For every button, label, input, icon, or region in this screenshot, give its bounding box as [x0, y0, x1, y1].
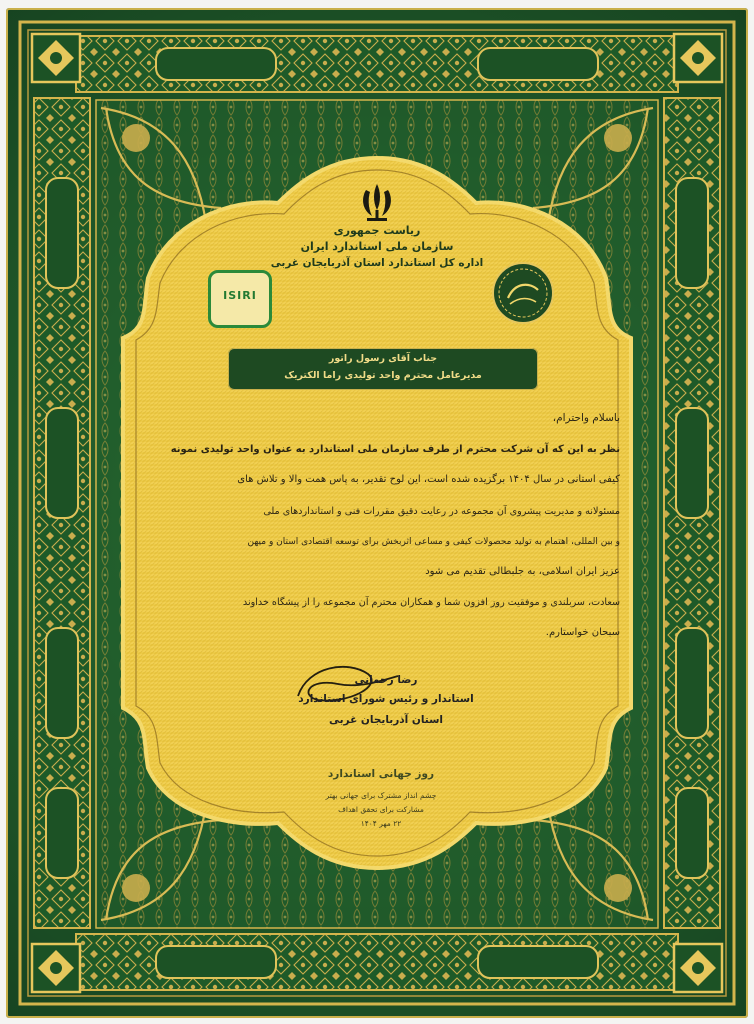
handwritten-signature [288, 656, 408, 716]
greeting: باسلام واحترام، [552, 412, 620, 424]
footer-date: ۲۲ مهر ۱۴۰۴ [360, 819, 402, 828]
body-line-2: کیفی استانی در سال ۱۴۰۴ برگزیده شده است، این لوح تقدیر، به پاس همت والا و تلاش های [237, 474, 620, 485]
footer-line-3: مشارکت برای تحقق اهداف [338, 805, 424, 814]
signer-title: استاندار و رئیس شورای استاندارد [298, 693, 474, 705]
signer-province: استان آذربایجان غربی [328, 714, 444, 726]
header-line-2: سازمان ملی استاندارد ایران [300, 240, 454, 253]
body-line-3: مسئولانه و مدیریت پیشروی آن مجموعه در رعایت دقیق مقررات فنی و استانداردهای ملی [263, 506, 620, 517]
certificate-plaque [6, 8, 748, 1018]
body-line-6: سعادت، سربلندی و موفقیت روز افزون شما و همکاران محترم آن مجموعه را از پیشگاه خداوند [242, 597, 620, 608]
body-line-7: سبحان خواستارم. [545, 627, 620, 638]
body-line-1: نظر به این که آن شرکت محترم از طرف سازمان ملی استاندارد به عنوان واحد تولیدی نمونه [170, 444, 620, 455]
iran-emblem-icon [358, 180, 396, 224]
recipient-title: مدیرعامل محترم واحد تولیدی راما الکتریک [284, 370, 482, 381]
header-line-3: اداره کل استاندارد استان آذربایجان غربی [270, 257, 484, 269]
signer-name: رضا رحمانی [354, 674, 418, 686]
standard-logo-icon [208, 270, 272, 328]
body-line-4: و بین المللی، اهتمام به تولید محصولات کیفی و مساعی اثربخش برای توسعه اقتصادی استان و میهن [247, 537, 620, 547]
recipient-name: جناب آقای رسول راتور [328, 353, 438, 364]
standard-day-seal-icon [490, 260, 556, 326]
standard-logo-label: ISIRI [223, 289, 257, 302]
body-line-5: عزیز ایران اسلامی، به جلبطالی تقدیم می شود [425, 566, 620, 577]
footer-title: روز جهانی استاندارد [327, 768, 435, 780]
footer-line-2: چشم انداز مشترک برای جهانی بهتر [325, 791, 437, 800]
header-line-1: ریاست جمهوری [333, 224, 421, 237]
recipient-ribbon [228, 348, 538, 390]
